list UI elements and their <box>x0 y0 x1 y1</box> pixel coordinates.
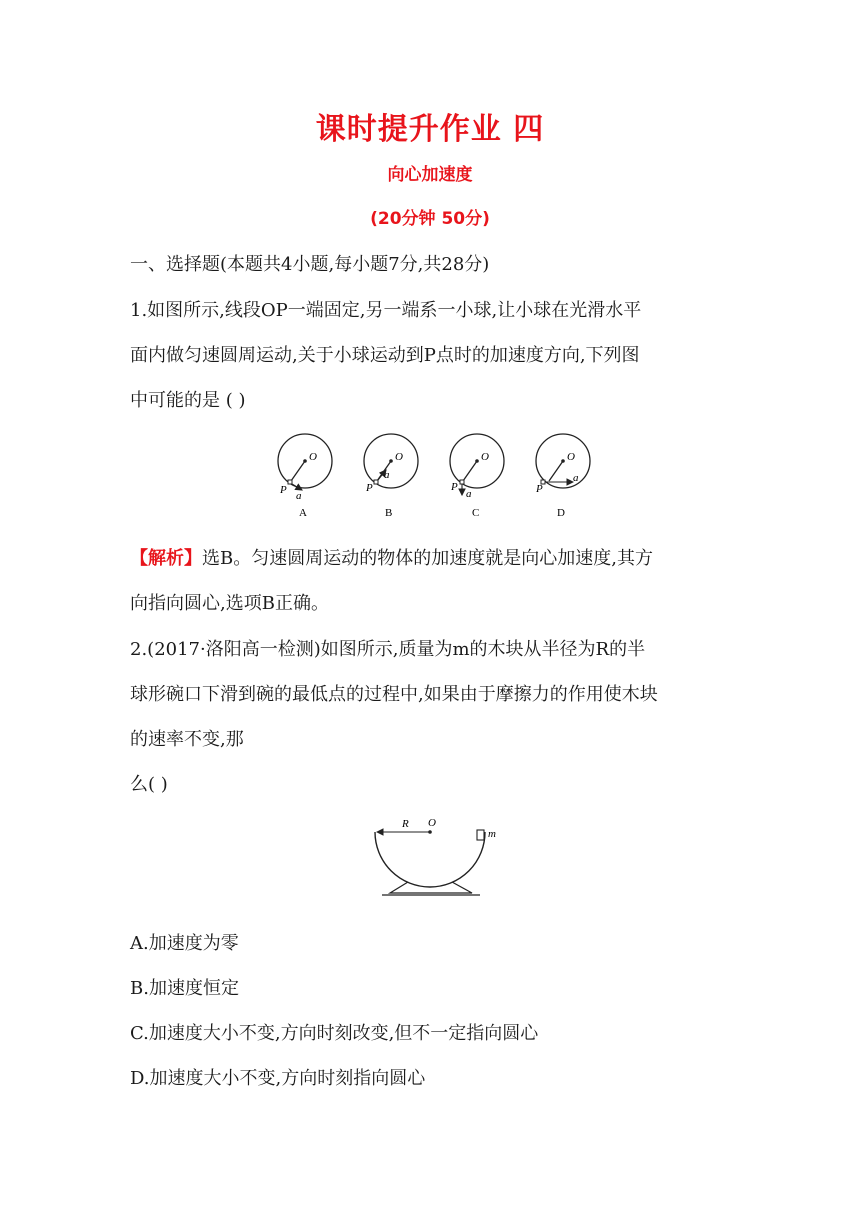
q1-line-1: 1.如图所示,线段OP一端固定,另一端系一小球,让小球在光滑水平 <box>130 300 642 321</box>
q2-line-1: 2.(2017·洛阳高一检测)如图所示,质量为m的木块从半径为R的半 <box>130 639 646 660</box>
q2-line-3: 的速率不变,那 <box>130 729 244 750</box>
accel-label: a <box>384 469 390 481</box>
center-label: O <box>395 451 403 463</box>
option-a-label: A <box>299 507 307 519</box>
analysis-tag: 【解析】 <box>130 548 202 569</box>
q2-option-b: B.加速度恒定 <box>130 978 239 999</box>
accel-label: a <box>296 490 302 502</box>
analysis-text-1: 选B。匀速圆周运动的物体的加速度就是向心加速度,其方 <box>202 548 653 569</box>
q1-analysis-line-1 <box>130 544 653 570</box>
center-label: O <box>481 451 489 463</box>
accel-label: a <box>573 472 579 484</box>
center-label: O <box>428 817 436 829</box>
q1-line-3: 中可能的是 ( ) <box>130 390 246 411</box>
mass-label: m <box>488 828 496 840</box>
accel-label: a <box>466 488 472 500</box>
point-label: P <box>280 484 287 496</box>
q2-line-2: 球形碗口下滑到碗的最低点的过程中,如果由于摩擦力的作用使木块 <box>130 684 658 705</box>
option-b-label: B <box>385 507 393 519</box>
q2-option-d: D.加速度大小不变,方向时刻指向圆心 <box>130 1068 426 1089</box>
q2-option-c: C.加速度大小不变,方向时刻改变,但不一定指向圆心 <box>130 1023 539 1044</box>
figure-option-d <box>535 434 590 519</box>
q2-option-a: A.加速度为零 <box>130 933 239 954</box>
figure-option-b <box>364 434 418 519</box>
point-label: P <box>366 482 373 494</box>
page-title: 课时提升作业 四 <box>315 112 545 147</box>
wood-block <box>477 830 484 840</box>
center-label: O <box>309 451 317 463</box>
figure-option-c <box>450 434 504 519</box>
q2-line-4: 么( ) <box>130 774 168 795</box>
section-heading: 一、选择题(本题共4小题,每小题7分,共28分) <box>130 254 490 275</box>
option-c-label: C <box>472 507 480 519</box>
point-label: P <box>451 481 458 493</box>
radius-label: R <box>402 818 409 830</box>
q2-bowl-figure <box>360 812 520 902</box>
q1-line-2: 面内做匀速圆周运动,关于小球运动到P点时的加速度方向,下列图 <box>130 345 640 366</box>
option-d-label: D <box>557 507 565 519</box>
time-score: (20分钟 50分) <box>370 209 490 229</box>
center-label: O <box>567 451 575 463</box>
point-label: P <box>536 483 543 495</box>
q1-analysis-line-2: 向指向圆心,选项B正确。 <box>130 593 329 614</box>
figure-option-a <box>278 434 332 519</box>
page-subtitle: 向心加速度 <box>387 165 473 185</box>
q1-figure <box>265 425 600 525</box>
